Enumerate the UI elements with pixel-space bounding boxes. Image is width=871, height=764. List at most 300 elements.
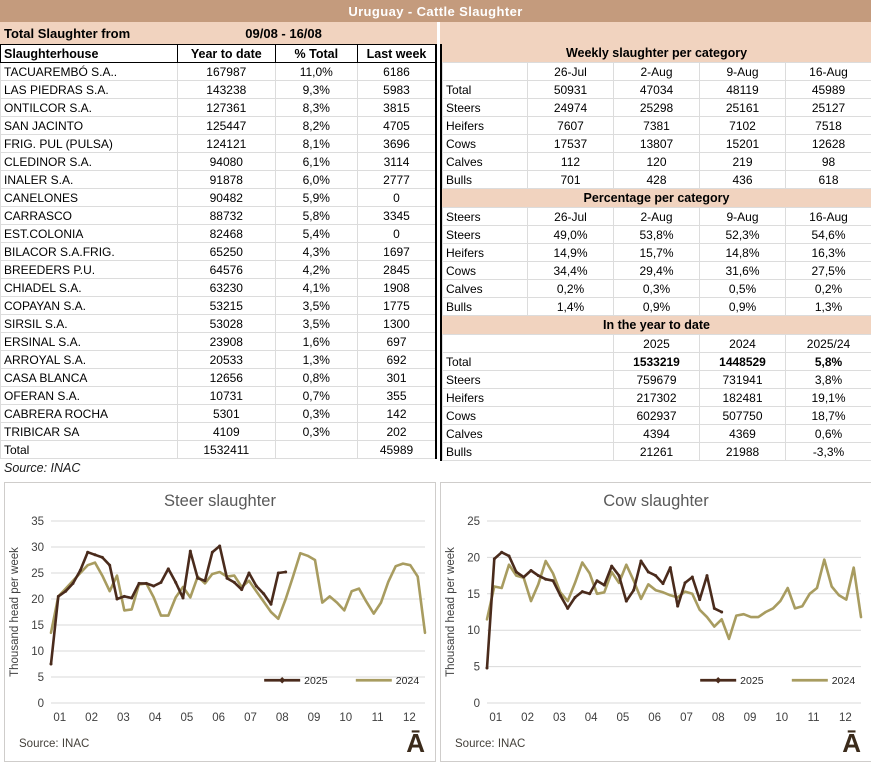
svg-text:01: 01 (489, 712, 503, 724)
report-title-bar (0, 0, 871, 22)
table-cell: 217302 (614, 389, 700, 407)
table-cell: 127361 (178, 99, 276, 117)
column-header-cell: 16-Aug (786, 208, 871, 226)
svg-text:35: 35 (31, 516, 44, 528)
table-cell: 49,0% (528, 226, 614, 244)
table-row (443, 425, 871, 443)
table-row (1, 171, 437, 189)
table-cell: 5,9% (275, 189, 357, 207)
table-cell: 1,3% (275, 351, 357, 369)
table-cell: 3696 (358, 135, 436, 153)
svg-text:08: 08 (275, 712, 289, 724)
table-cell: 0,9% (614, 298, 700, 316)
table-cell: CABRERA ROCHA (1, 405, 178, 423)
table-row (443, 262, 871, 280)
table-row (443, 153, 871, 171)
table-row (1, 135, 437, 153)
table-cell: 1300 (358, 315, 436, 333)
svg-text:Ā: Ā (406, 728, 425, 758)
table-row (1, 243, 437, 261)
table-cell: 53215 (178, 297, 276, 315)
table-cell: 4,1% (275, 279, 357, 297)
table-row (443, 135, 871, 153)
table-cell: 1908 (358, 279, 436, 297)
table-cell: 18,7% (786, 407, 871, 425)
column-header-row (1, 45, 437, 63)
table-cell: 1775 (358, 297, 436, 315)
table-cell: ARROYAL S.A. (1, 351, 178, 369)
table-cell: 21261 (614, 443, 700, 461)
table-row (443, 226, 871, 244)
table-cell: -3,3% (786, 443, 871, 461)
table-cell: 701 (528, 171, 614, 189)
column-header-cell: 9-Aug (700, 208, 786, 226)
table-row (443, 117, 871, 135)
table-cell: 3345 (358, 207, 436, 225)
svg-text:Ā: Ā (842, 728, 861, 758)
source-note: Source: INAC (4, 461, 81, 475)
table-cell: Total (443, 81, 528, 99)
table-cell: 47034 (614, 81, 700, 99)
svg-text:25: 25 (31, 568, 44, 580)
table-cell: 125447 (178, 117, 276, 135)
period-value: 09/08 - 16/08 (245, 25, 322, 41)
period-label: Total Slaughter from (4, 25, 131, 41)
table-cell: 10731 (178, 387, 276, 405)
table-cell: BREEDERS P.U. (1, 261, 178, 279)
weekly-slaughter-table (442, 62, 871, 189)
svg-text:10: 10 (775, 712, 789, 724)
table-cell: FRIG. PUL (PULSA) (1, 135, 178, 153)
table-cell: 7607 (528, 117, 614, 135)
table-cell: 6,1% (275, 153, 357, 171)
table-row (443, 389, 871, 407)
table-cell: 25298 (614, 99, 700, 117)
table-cell: 21988 (700, 443, 786, 461)
table-cell: 5983 (358, 81, 436, 99)
table-cell: 182481 (700, 389, 786, 407)
table-cell: 202 (358, 423, 436, 441)
svg-text:12: 12 (838, 712, 852, 724)
svg-text:Source: INAC: Source: INAC (455, 738, 526, 750)
table-cell: 82468 (178, 225, 276, 243)
table-row (1, 441, 437, 459)
table-cell: 219 (700, 153, 786, 171)
table-cell: EST.COLONIA (1, 225, 178, 243)
table-cell: 14,9% (528, 244, 614, 262)
table-cell: CASA BLANCA (1, 369, 178, 387)
table-row (1, 99, 437, 117)
table-cell: Calves (443, 280, 528, 298)
table-row (443, 371, 871, 389)
table-cell: 12628 (786, 135, 871, 153)
tables-area (0, 22, 871, 479)
table-cell: 3,5% (275, 297, 357, 315)
svg-text:0: 0 (473, 698, 480, 710)
table-cell: 65250 (178, 243, 276, 261)
table-cell: 602937 (614, 407, 700, 425)
svg-text:06: 06 (212, 712, 226, 724)
table-cell: 9,3% (275, 81, 357, 99)
table-cell: 11,0% (275, 63, 357, 81)
table-cell: Heifers (443, 244, 528, 262)
table-cell: 692 (358, 351, 436, 369)
cow-slaughter-chart-panel (440, 482, 871, 762)
table-cell: 12656 (178, 369, 276, 387)
table-row (1, 423, 437, 441)
table-row (1, 351, 437, 369)
table-cell: 91878 (178, 171, 276, 189)
table-cell: 0,2% (786, 280, 871, 298)
table-cell: 0,7% (275, 387, 357, 405)
table-cell: Calves (443, 153, 528, 171)
svg-text:03: 03 (116, 712, 130, 724)
table-cell: OFERAN S.A. (1, 387, 178, 405)
table-cell: 142 (358, 405, 436, 423)
table-cell: Steers (443, 371, 614, 389)
ytd-table-title: In the year to date (442, 316, 871, 334)
column-header-cell: 9-Aug (700, 63, 786, 81)
table-cell: 112 (528, 153, 614, 171)
table-cell: Calves (443, 425, 614, 443)
table-cell: 0 (358, 189, 436, 207)
percentage-table-title: Percentage per category (442, 189, 871, 207)
table-cell (275, 441, 357, 459)
cow-slaughter-chart (441, 483, 871, 759)
svg-text:09: 09 (307, 712, 321, 724)
table-cell: 3815 (358, 99, 436, 117)
table-row (1, 153, 437, 171)
table-cell: 0,3% (275, 405, 357, 423)
svg-text:15: 15 (31, 620, 44, 632)
table-cell: BILACOR S.A.FRIG. (1, 243, 178, 261)
svg-text:04: 04 (148, 712, 162, 724)
svg-text:07: 07 (680, 712, 693, 724)
table-cell: 7518 (786, 117, 871, 135)
table-cell: 64576 (178, 261, 276, 279)
svg-text:20: 20 (31, 594, 44, 606)
column-header-cell: 2-Aug (614, 63, 700, 81)
svg-text:Thousand head per week: Thousand head per week (9, 547, 21, 677)
svg-text:10: 10 (339, 712, 353, 724)
table-cell: Bulls (443, 298, 528, 316)
table-cell: 45989 (358, 441, 436, 459)
table-cell: 5,8% (786, 353, 871, 371)
steer-slaughter-chart-panel (4, 482, 436, 762)
column-header-cell: % Total (275, 45, 357, 63)
svg-text:2025: 2025 (740, 674, 764, 687)
table-cell: 1,4% (528, 298, 614, 316)
svg-text:5: 5 (37, 672, 44, 684)
column-header-cell: Slaughterhouse (1, 45, 178, 63)
svg-text:0: 0 (37, 698, 44, 710)
svg-text:02: 02 (521, 712, 534, 724)
table-cell: 0 (358, 225, 436, 243)
table-cell: 2845 (358, 261, 436, 279)
table-cell: 14,8% (700, 244, 786, 262)
table-cell: 17537 (528, 135, 614, 153)
table-row (443, 171, 871, 189)
column-header-cell: 16-Aug (786, 63, 871, 81)
table-cell: 8,2% (275, 117, 357, 135)
table-row (1, 315, 437, 333)
column-header-row (443, 208, 871, 226)
svg-text:2024: 2024 (395, 674, 420, 687)
table-cell: CLEDINOR S.A. (1, 153, 178, 171)
table-cell: 301 (358, 369, 436, 387)
table-cell: 3114 (358, 153, 436, 171)
table-cell: CANELONES (1, 189, 178, 207)
table-row (1, 207, 437, 225)
table-cell: 25127 (786, 99, 871, 117)
table-cell: 428 (614, 171, 700, 189)
table-cell: 24974 (528, 99, 614, 117)
column-header-cell (443, 63, 528, 81)
table-row (443, 298, 871, 316)
table-row (443, 280, 871, 298)
table-cell: 31,6% (700, 262, 786, 280)
table-cell: Steers (443, 226, 528, 244)
table-cell: Total (443, 353, 614, 371)
table-cell: Cows (443, 262, 528, 280)
table-cell: 53,8% (614, 226, 700, 244)
year-to-date-table (442, 334, 871, 461)
svg-text:11: 11 (371, 712, 384, 724)
svg-text:30: 30 (31, 542, 44, 554)
table-row (443, 99, 871, 117)
table-cell: 0,6% (786, 425, 871, 443)
table-cell: 25161 (700, 99, 786, 117)
table-cell: 63230 (178, 279, 276, 297)
column-header-cell: 2-Aug (614, 208, 700, 226)
column-header-cell: 2025 (614, 335, 700, 353)
table-cell: 0,8% (275, 369, 357, 387)
table-row (1, 387, 437, 405)
table-row (443, 443, 871, 461)
table-row (1, 225, 437, 243)
table-cell: 23908 (178, 333, 276, 351)
table-cell: 90482 (178, 189, 276, 207)
table-row (1, 189, 437, 207)
table-cell: CHIADEL S.A. (1, 279, 178, 297)
table-cell: 0,3% (275, 423, 357, 441)
svg-text:Thousand head per week: Thousand head per week (445, 547, 457, 677)
table-cell: 1,6% (275, 333, 357, 351)
table-cell: Bulls (443, 171, 528, 189)
table-cell: 3,5% (275, 315, 357, 333)
table-cell: 54,6% (786, 226, 871, 244)
table-cell: 53028 (178, 315, 276, 333)
table-cell: 4394 (614, 425, 700, 443)
table-cell: 0,2% (528, 280, 614, 298)
table-row (1, 369, 437, 387)
svg-text:12: 12 (402, 712, 416, 724)
table-cell: 1533219 (614, 353, 700, 371)
table-cell: 29,4% (614, 262, 700, 280)
svg-text:08: 08 (711, 712, 725, 724)
table-cell: 4,3% (275, 243, 357, 261)
table-cell: 45989 (786, 81, 871, 99)
table-cell: TACUAREMBÓ S.A.. (1, 63, 178, 81)
table-cell: 1697 (358, 243, 436, 261)
empty-band (440, 22, 871, 44)
svg-text:2025: 2025 (304, 674, 328, 687)
table-cell: 16,3% (786, 244, 871, 262)
table-cell: 143238 (178, 81, 276, 99)
table-row (1, 333, 437, 351)
svg-text:15: 15 (467, 588, 480, 601)
table-cell: 15201 (700, 135, 786, 153)
table-cell: 1,3% (786, 298, 871, 316)
table-cell: 5,4% (275, 225, 357, 243)
column-header-cell: 26-Jul (528, 208, 614, 226)
steer-slaughter-chart (5, 483, 435, 759)
table-cell: 15,7% (614, 244, 700, 262)
column-header-cell: Year to date (178, 45, 276, 63)
table-cell: 731941 (700, 371, 786, 389)
charts-area (0, 479, 871, 762)
svg-text:03: 03 (552, 712, 566, 724)
column-header-cell: 26-Jul (528, 63, 614, 81)
table-cell: Heifers (443, 389, 614, 407)
svg-text:05: 05 (616, 712, 630, 724)
table-cell: 7381 (614, 117, 700, 135)
table-cell: 436 (700, 171, 786, 189)
table-cell: 0,3% (614, 280, 700, 298)
table-cell: 1532411 (178, 441, 276, 459)
table-cell: 52,3% (700, 226, 786, 244)
table-cell: 4705 (358, 117, 436, 135)
table-cell: 697 (358, 333, 436, 351)
slaughterhouse-section (0, 22, 437, 479)
table-cell: 3,8% (786, 371, 871, 389)
percentage-table (442, 207, 871, 316)
table-row (1, 117, 437, 135)
table-cell: TRIBICAR SA (1, 423, 178, 441)
table-cell: 4109 (178, 423, 276, 441)
table-cell: 50931 (528, 81, 614, 99)
table-cell: SAN JACINTO (1, 117, 178, 135)
svg-text:Steer slaughter: Steer slaughter (164, 492, 276, 510)
category-tables (440, 44, 871, 461)
svg-text:Cow slaughter: Cow slaughter (603, 492, 709, 510)
table-cell: COPAYAN S.A. (1, 297, 178, 315)
table-cell: 759679 (614, 371, 700, 389)
svg-text:Source: INAC: Source: INAC (19, 738, 90, 750)
table-cell: ONTILCOR S.A. (1, 99, 178, 117)
column-header-cell: 2025/24 (786, 335, 871, 353)
report-title: Uruguay - Cattle Slaughter (348, 3, 523, 19)
table-row (443, 81, 871, 99)
table-cell: 2777 (358, 171, 436, 189)
table-row (1, 279, 437, 297)
column-header-row (443, 63, 871, 81)
table-cell: 618 (786, 171, 871, 189)
weekly-table-title: Weekly slaughter per category (442, 44, 871, 62)
table-cell: Bulls (443, 443, 614, 461)
column-header-cell (443, 335, 614, 353)
table-row (443, 244, 871, 262)
table-cell: 167987 (178, 63, 276, 81)
svg-text:02: 02 (85, 712, 98, 724)
svg-text:09: 09 (743, 712, 757, 724)
table-cell: Total (1, 441, 178, 459)
table-cell: 0,9% (700, 298, 786, 316)
table-cell: 27,5% (786, 262, 871, 280)
svg-text:20: 20 (467, 552, 480, 565)
table-cell: 355 (358, 387, 436, 405)
slaughterhouse-table (0, 44, 437, 459)
table-cell: 88732 (178, 207, 276, 225)
table-cell: SIRSIL S.A. (1, 315, 178, 333)
table-cell: CARRASCO (1, 207, 178, 225)
table-cell: Steers (443, 99, 528, 117)
table-row (1, 261, 437, 279)
table-cell: 19,1% (786, 389, 871, 407)
table-cell: Heifers (443, 117, 528, 135)
svg-text:10: 10 (467, 625, 480, 638)
table-cell: LAS PIEDRAS S.A. (1, 81, 178, 99)
table-cell: Cows (443, 135, 528, 153)
table-cell: 98 (786, 153, 871, 171)
svg-text:2024: 2024 (831, 674, 856, 687)
table-cell: 6186 (358, 63, 436, 81)
table-cell: 8,1% (275, 135, 357, 153)
table-cell: 5,8% (275, 207, 357, 225)
svg-text:5: 5 (473, 661, 480, 674)
table-cell: 94080 (178, 153, 276, 171)
table-cell: 124121 (178, 135, 276, 153)
svg-text:10: 10 (31, 646, 44, 658)
table-cell: 5301 (178, 405, 276, 423)
table-cell: 507750 (700, 407, 786, 425)
table-row (443, 353, 871, 371)
table-cell: Cows (443, 407, 614, 425)
svg-text:04: 04 (584, 712, 598, 724)
svg-text:25: 25 (467, 516, 480, 528)
svg-text:07: 07 (244, 712, 257, 724)
svg-text:01: 01 (53, 712, 67, 724)
table-cell: 7102 (700, 117, 786, 135)
category-section (440, 22, 871, 479)
column-header-cell: Last week (358, 45, 436, 63)
table-cell: 6,0% (275, 171, 357, 189)
table-cell: INALER S.A. (1, 171, 178, 189)
table-cell: 4369 (700, 425, 786, 443)
period-band (0, 22, 437, 44)
column-header-cell: Steers (443, 208, 528, 226)
table-cell: 0,5% (700, 280, 786, 298)
table-cell: 1448529 (700, 353, 786, 371)
table-row (1, 297, 437, 315)
table-row (1, 81, 437, 99)
table-row (1, 63, 437, 81)
table-cell: 48119 (700, 81, 786, 99)
column-header-cell: 2024 (700, 335, 786, 353)
table-cell: 8,3% (275, 99, 357, 117)
table-cell: 4,2% (275, 261, 357, 279)
table-cell: 20533 (178, 351, 276, 369)
table-cell: 34,4% (528, 262, 614, 280)
table-row (443, 407, 871, 425)
table-cell: 120 (614, 153, 700, 171)
table-cell: ERSINAL S.A. (1, 333, 178, 351)
svg-text:11: 11 (807, 712, 820, 724)
table-row (1, 405, 437, 423)
svg-text:05: 05 (180, 712, 194, 724)
table-cell: 13807 (614, 135, 700, 153)
column-header-row (443, 335, 871, 353)
